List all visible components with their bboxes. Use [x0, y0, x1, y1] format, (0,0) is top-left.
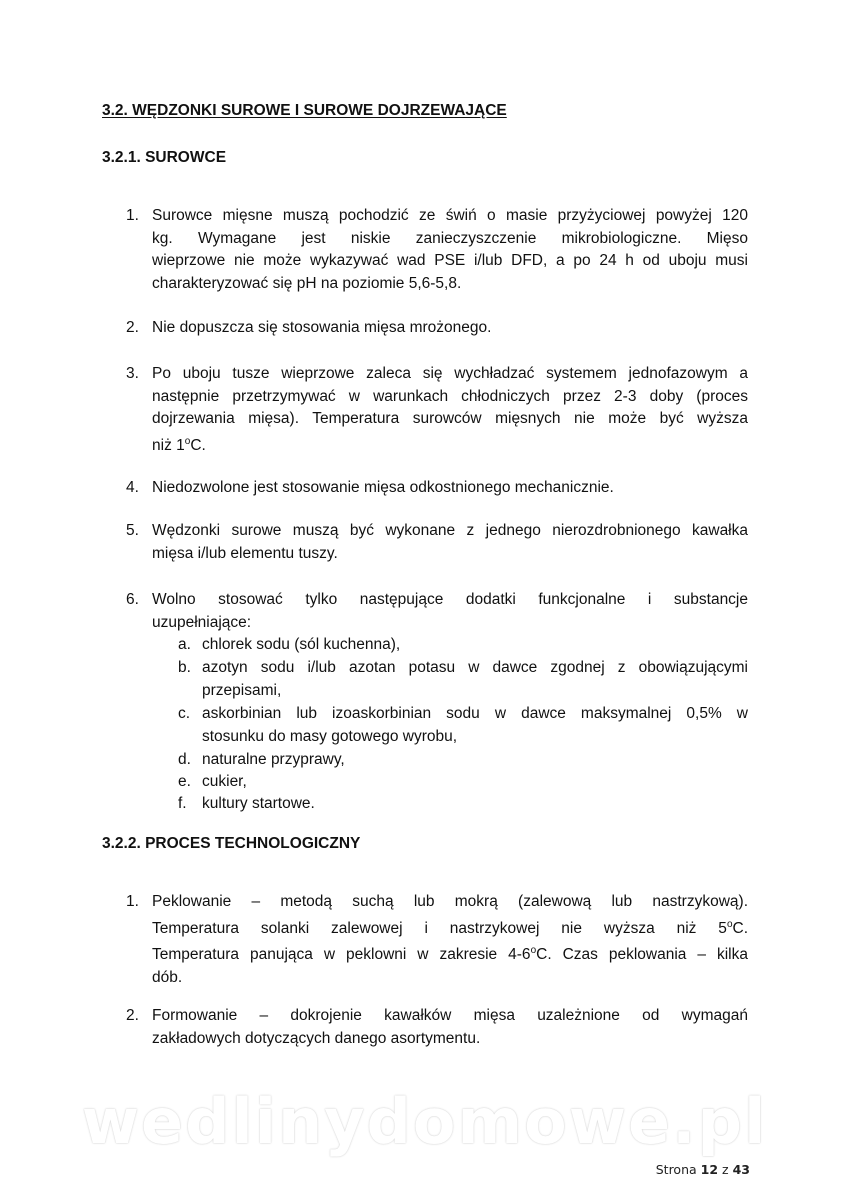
item-letter: d. — [178, 751, 191, 768]
item-text — [152, 589, 748, 634]
text-line: mięsa i/lub elementu tuszy. — [152, 544, 338, 562]
text-line: Wędzonki surowe muszą być wykonane z jednego nierozdrobnionego kawałka — [152, 522, 748, 539]
section-heading: 3.2. WĘDZONKI SUROWE I SUROWE DOJRZEWAJĄCE — [102, 102, 507, 119]
item-text — [202, 793, 748, 816]
text-line: Nie dopuszcza się stosowania mięsa mrożonego. — [152, 319, 492, 336]
text-line — [152, 914, 748, 941]
item-number: 1. — [126, 207, 139, 224]
superscript-degree: o — [530, 945, 537, 957]
text-line: askorbinian lub izoaskorbinian sodu w dawce maksymalnej 0,5% w — [202, 705, 748, 722]
item-text — [202, 634, 748, 657]
item-letter: c. — [178, 705, 191, 722]
text-line: wieprzowe nie może wykazywać wad PSE i/lub DFD, a po 24 h od uboju musi — [152, 252, 748, 269]
page-number: 12 — [700, 1162, 719, 1177]
item-letter: f. — [178, 795, 187, 812]
item-text — [152, 363, 748, 457]
text-line: cukier, — [202, 773, 247, 790]
page-separator: z — [722, 1162, 729, 1177]
text-line: azotyn sodu i/lub azotan potasu w dawce zgodnej z obowiązującymi — [202, 659, 748, 676]
item-letter: e. — [178, 773, 191, 790]
text-fragment: C. Czas peklowania – kilka — [536, 946, 748, 964]
item-text — [152, 477, 748, 500]
item-text — [152, 891, 748, 989]
text-line: przepisami, — [202, 681, 282, 699]
text-line: uzupełniające: — [152, 613, 252, 631]
text-line: dojrzewania mięsa). Temperatura surowców mięsnych nie może być wyższa — [152, 410, 748, 427]
item-number: 5. — [126, 522, 139, 539]
text-line: Po uboju tusze wieprzowe zaleca się wychładzać systemem jednofazowym a — [152, 365, 748, 382]
subsection-heading-proces: 3.2.2. PROCES TECHNOLOGICZNY — [102, 835, 361, 852]
text-fragment: C. — [732, 919, 748, 937]
superscript-degree: o — [726, 918, 733, 930]
text-line: Niedozwolone jest stosowanie mięsa odkostnionego mechanicznie. — [152, 479, 614, 496]
item-text — [202, 771, 748, 794]
text-line: chlorek sodu (sól kuchenna), — [202, 636, 401, 653]
item-number: 2. — [126, 1007, 139, 1024]
text-line: dób. — [152, 968, 183, 986]
text-line: naturalne przyprawy, — [202, 751, 345, 768]
page-total: 43 — [732, 1162, 750, 1177]
text-line: Formowanie – dokrojenie kawałków mięsa uzależnione od wymagań — [152, 1007, 748, 1024]
item-letter: b. — [178, 659, 191, 676]
item-text — [152, 520, 748, 565]
item-number: 1. — [126, 893, 139, 910]
text-line: kultury startowe. — [202, 795, 315, 812]
text-line: stosunku do masy gotowego wyrobu, — [202, 727, 458, 745]
item-number: 4. — [126, 479, 139, 496]
text-line: Peklowanie – metodą suchą lub mokrą (zalewową lub nastrzykową). — [152, 893, 748, 910]
page-label: Strona — [655, 1162, 697, 1177]
text-line: charakteryzować się pH na poziomie 5,6-5,8. — [152, 274, 462, 292]
watermark: wedlinydomowe.pl — [81, 1085, 768, 1158]
text-fragment: niż 1 — [152, 436, 185, 454]
item-text — [202, 749, 748, 772]
item-text — [152, 317, 748, 340]
item-number: 3. — [126, 365, 139, 382]
text-fragment: C. — [190, 436, 206, 454]
text-line: Surowce mięsne muszą pochodzić ze świń o masie przyżyciowej powyżej 120 — [152, 207, 748, 224]
text-line: następnie przetrzymywać w warunkach chłodniczych przez 2-3 doby (proces — [152, 387, 748, 405]
item-text — [202, 703, 748, 748]
item-text — [202, 657, 748, 702]
item-number: 6. — [126, 591, 139, 608]
text-fragment: Temperatura solanki zalewowej i nastrzykowej nie wyższa niż 5 — [152, 919, 727, 937]
subsection-heading-surowce: 3.2.1. SUROWCE — [102, 149, 227, 166]
item-number: 2. — [126, 319, 139, 336]
text-fragment: Temperatura panująca w peklowni w zakresie 4-6 — [152, 946, 531, 964]
item-text — [152, 1005, 748, 1050]
text-line: kg. Wymagane jest niskie zanieczyszczenie mikrobiologiczne. Mięso — [152, 229, 748, 247]
text-line — [152, 431, 748, 458]
text-line: zakładowych dotyczących danego asortymentu. — [152, 1029, 481, 1047]
superscript-degree: o — [184, 435, 191, 447]
item-text — [152, 205, 748, 295]
text-line: Wolno stosować tylko następujące dodatki funkcjonalne i substancje — [152, 591, 748, 608]
page-footer — [600, 1162, 750, 1177]
item-letter: a. — [178, 636, 191, 653]
text-line — [152, 940, 748, 967]
